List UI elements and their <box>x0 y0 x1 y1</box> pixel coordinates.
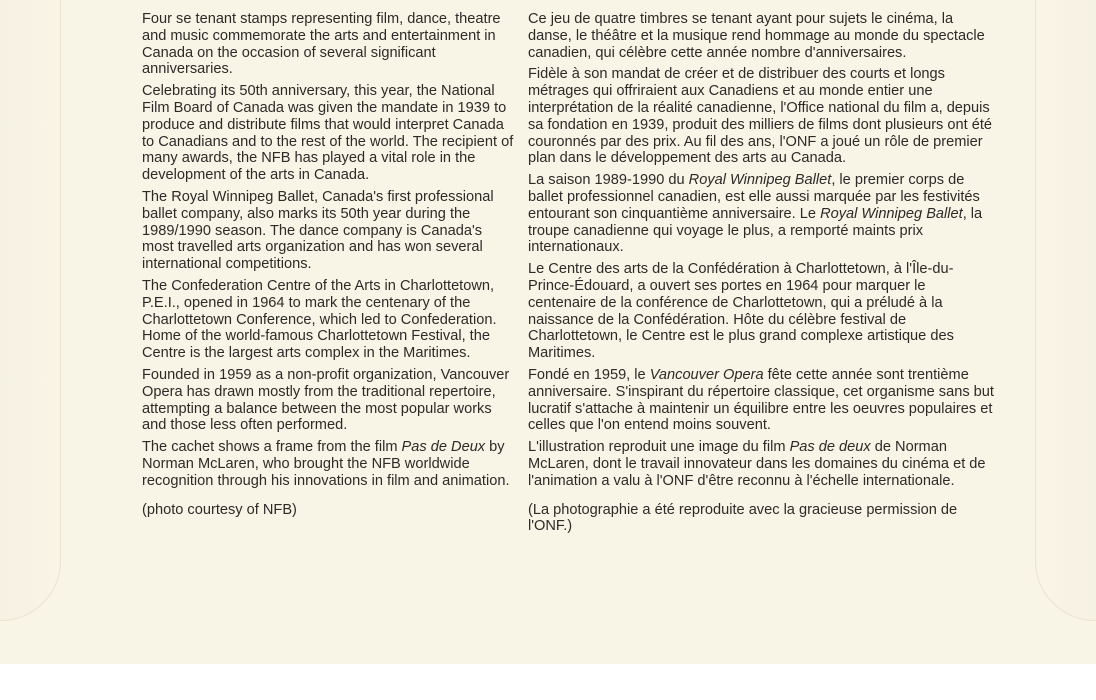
french-ballet-text-3: , la troupe canadienne qui voyage le plus, a remporté maints prix internationaux. <box>528 205 983 256</box>
english-paragraph-intro: Four se tenant stamps representing film, dance, theatre and music commemorate the arts and entertainment in Canada on the occasion of several significant anniversaries. <box>142 11 501 78</box>
envelope-flap-right <box>1035 0 1096 621</box>
french-ballet-name-1: Royal Winnipeg Ballet <box>688 172 832 189</box>
french-opera-text-2: fête cette année sont trentième anniversaire. S'inspirant du répertoire classique, cet organisme sans but lucratif s'attache à maintenir un équilibre entre les oeuvres populaires et celles que l'on entend moins souvent. <box>528 366 994 434</box>
french-ballet-text-2: , le premier corps de ballet professionnel canadien, est elle aussi marquée par les festivités entourant son cinquantième anniversaire. Le <box>528 172 980 222</box>
english-paragraph-confederation-centre: The Confederation Centre of the Arts in Charlottetown, P.E.I., opened in 1964 to mark the centenary of the Charlottetown Conference, which led to Confederation. Home of the world-famous Charlottetown Festival, the Centre is the largest arts complex in the Maritimes. <box>142 277 497 362</box>
french-opera-name: Vancouver Opera <box>649 366 764 383</box>
scan-background-strip <box>0 664 1096 700</box>
english-cachet-film-title: Pas de Deux <box>401 439 486 456</box>
french-paragraph-cachet <box>528 439 994 489</box>
french-cachet-text-1: L'illustration reproduit une image du film <box>528 439 790 456</box>
french-opera-text-1: Fondé en 1959, le <box>528 366 650 383</box>
french-photo-credit: (La photographie a été reproduite avec la gracieuse permission de l'ONF.) <box>528 501 958 535</box>
english-paragraph-ballet: The Royal Winnipeg Ballet, Canada's first professional ballet company, also marks its 50th year during the 1989/1990 season. The dance company is Canada's most travelled arts organization and has won several international competitions. <box>142 188 494 273</box>
english-cachet-text-end: by Norman McLaren, who brought the NFB worldwide recognition through his innovations in film and animation. <box>142 439 510 489</box>
envelope-flap-left <box>0 0 61 621</box>
french-ballet-name-2: Royal Winnipeg Ballet <box>820 205 963 222</box>
french-paragraph-intro: Ce jeu de quatre timbres se tenant ayant pour sujets le cinéma, la danse, le théâtre et la musique rend hommage au monde du spectacle canadien, qui célèbre cette année nombre d'anniversaires. <box>528 11 985 61</box>
french-cachet-film-title: Pas de deux <box>789 439 871 456</box>
french-paragraph-confederation-centre: Le Centre des arts de la Confédération à Charlottetown, à l'Île-du-Prince-Édouard, a ouvert ses portes en 1964 pour marquer le centenaire de la conférence de Charlottetown, qui a préludé à la naissance de la Confédération. Hôte du célèbre festival de Charlottetown, le Centre est le plus grand complexe artistique des Maritimes. <box>528 261 954 362</box>
french-paragraph-onf: Fidèle à son mandat de créer et de distribuer des courts et longs métrages qui offriraient aux Canadiens et au monde entier une interprétation de la réalité canadienne, l'Office national du film a, depuis sa fondation en 1939, produit des milliers de films dont plusieurs ont été couronnés par des prix. Au fil des ans, l'ONF a joué un rôle de premier plan dans le développement des arts au Canada. <box>528 66 993 167</box>
english-paragraph-nfb: Celebrating its 50th anniversary, this year, the National Film Board of Canada was given the mandate in 1939 to produce and distribute films that would interpret Canada to Canadians and to the rest of the world. The recipient of many awards, the NFB has played a vital role in the development of the arts in Canada. <box>142 83 514 184</box>
french-cachet-text-2: de Norman McLaren, dont le travail innovateur dans les domaines du cinéma et de l'animation a valu à l'ONF d'être reconnu à l'échelle internationale. <box>528 439 986 489</box>
french-text-column <box>528 11 994 540</box>
english-paragraph-vancouver-opera: Founded in 1959 as a non-profit organization, Vancouver Opera has drawn mostly from the traditional repertoire, attempting a balance between the most popular works and those less often performed. <box>142 366 510 434</box>
english-paragraph-cachet <box>142 439 514 489</box>
french-ballet-text-1: La saison 1989-1990 du <box>528 172 689 189</box>
english-text-column <box>142 11 514 523</box>
english-cachet-text-start: The cachet shows a frame from the film <box>142 439 402 456</box>
french-paragraph-vancouver-opera <box>528 367 994 434</box>
english-photo-credit: (photo courtesy of NFB) <box>142 501 297 518</box>
french-paragraph-ballet <box>528 172 994 256</box>
